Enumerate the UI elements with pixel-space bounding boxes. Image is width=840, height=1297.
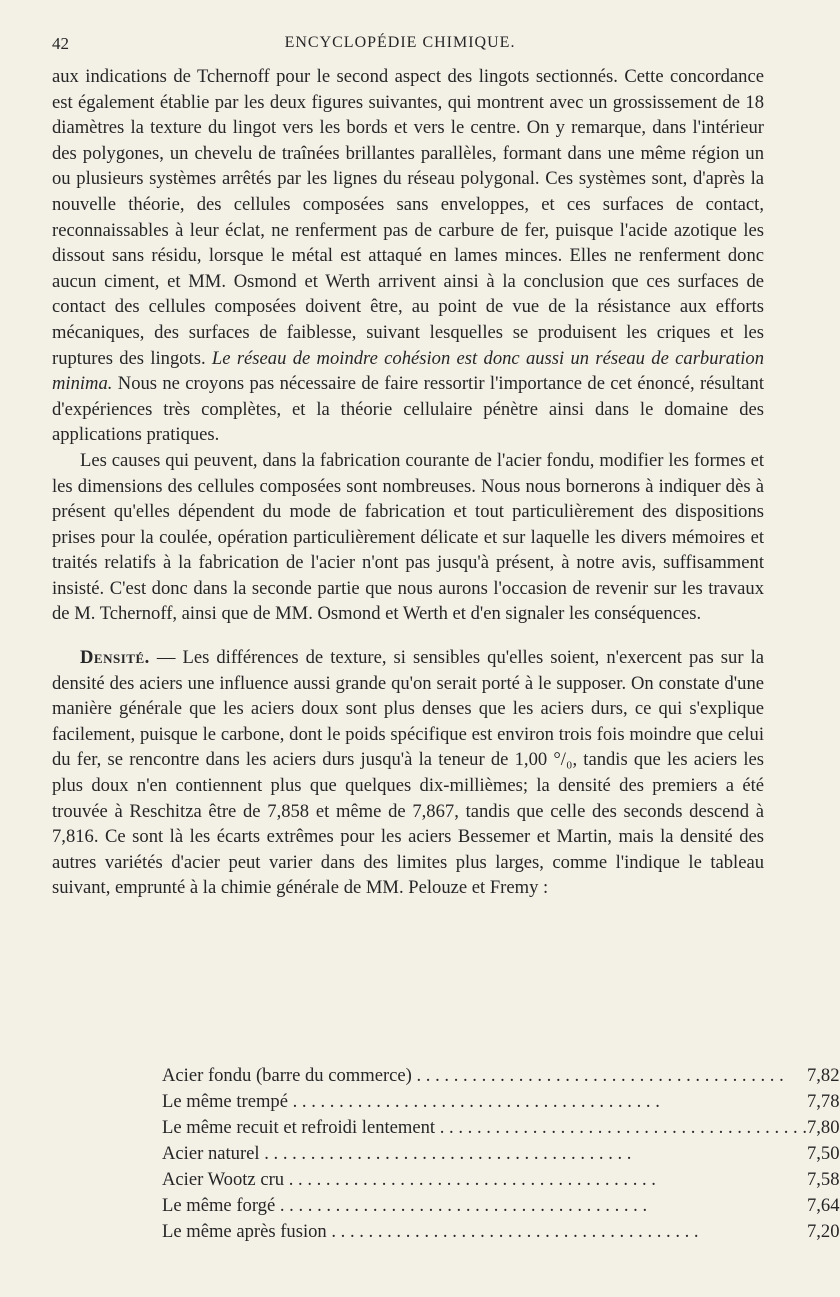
- row-value: 7,20: [806, 1221, 840, 1242]
- row-label: Acier naturel: [162, 1143, 260, 1164]
- page-number: 42: [52, 34, 69, 53]
- row-label: Acier fondu (barre du commerce): [162, 1065, 412, 1086]
- table-row: [162, 1193, 840, 1219]
- leader-dots: [288, 1091, 660, 1112]
- row-value: 7,78: [806, 1091, 840, 1112]
- table-row: [162, 1141, 840, 1167]
- leader-dots: [412, 1065, 784, 1086]
- row-value: 7,64: [806, 1195, 840, 1216]
- section-heading-densite: Densité.: [80, 647, 150, 669]
- running-title: ENCYCLOPÉDIE CHIMIQUE.: [284, 34, 516, 51]
- row-label: Acier Wootz cru: [162, 1169, 285, 1190]
- row-value: 7,82: [806, 1065, 840, 1086]
- density-table: [162, 1063, 840, 1245]
- leader-dots: [260, 1143, 632, 1164]
- paragraph-1-text: aux indications de Tchernoff pour le second aspect des lingots sectionnés. Cette concordance est également établie par les deux figures suivantes, qui montrent avec un grossissement de 18 diamètres la texture du lingot vers les bords et vers le centre. On y remarque, dans l'intérieur des polygones, un chevelu de traînées brillantes parallèles, formant dans une même région un ou plusieurs systèmes arrêtés par les lignes du réseau polygonal. Ces systèmes sont, d'après la nouvelle théorie, des cellules composées sans enveloppes, et ces surfaces de contact, reconnaissables à leur éclat, ne renferment pas de carbure de fer, puisque l'acide azotique les dissout sans résidu, lorsque le métal est attaqué en lames minces. Elles ne renferment donc aucun ciment, et MM. Osmond et Werth arrivent ainsi à la conclusion que ces surfaces de contact des cellules composées doivent être, au point de vue de la résistance aux efforts mécaniques, des surfaces de faiblesse, suivant lesquelles se produisent les criques et les ruptures des lingots.: [52, 66, 764, 369]
- table-row: [162, 1167, 840, 1193]
- row-label: Le même trempé: [162, 1091, 288, 1112]
- row-value: 7,58: [806, 1169, 840, 1190]
- paragraph-3: [52, 645, 764, 901]
- leader-dots: [435, 1117, 807, 1138]
- table-row: [162, 1115, 840, 1141]
- table-row: [162, 1063, 840, 1089]
- page-header: [52, 34, 748, 54]
- row-label: Le même recuit et refroidi lentement: [162, 1117, 436, 1138]
- table-row: [162, 1089, 840, 1115]
- row-label: Le même après fusion: [162, 1221, 327, 1242]
- paragraph-1-end: Nous ne croyons pas nécessaire de faire ressortir l'importance de cet énoncé, résultant d'expériences très complètes, et la théorie cellulaire pénètre ainsi dans le domaine des applications pratiques.: [52, 373, 764, 446]
- page-body: [52, 64, 764, 901]
- leader-dots: [327, 1221, 699, 1242]
- row-value: 7,50: [806, 1143, 840, 1164]
- paragraph-1-italic: Le réseau de moindre cohésion est donc aussi un réseau de carburation minima.: [52, 347, 764, 395]
- paragraph-1: [52, 64, 764, 448]
- section-gap: [52, 627, 764, 645]
- leader-dots: [284, 1169, 656, 1190]
- table-row: [162, 1219, 840, 1245]
- paragraph-3-text: — Les différences de texture, si sensibles qu'elles soient, n'exercent pas sur la densité des aciers une influence aussi grande qu'on serait porté à le supposer. On constate d'une manière générale que les aciers doux sont plus denses que les aciers durs, ce qui s'explique facilement, puisque le carbone, dont le poids spécifique est environ trois fois moindre que celui du fer, se rencontre dans les aciers durs jusqu'à la teneur de 1,00 °/₀, tandis que les aciers les plus doux n'en contiennent plus que quelques dix-millièmes; la densité des premiers a été trouvée à Reschitza être de 7,858 et même de 7,867, tandis que celle des seconds descend à 7,816. Ce sont là les écarts extrêmes pour les aciers Bessemer et Martin, mais la densité des autres variétés d'acier peut varier dans des limites plus larges, comme l'indique le tableau suivant, emprunté à la chimie générale de MM. Pelouze et Fremy :: [52, 647, 764, 899]
- paragraph-2: Les causes qui peuvent, dans la fabrication courante de l'acier fondu, modifier les formes et les dimensions des cellules composées sont nombreuses. Nous nous bornerons à indiquer dès à présent qu'elles dépendent du mode de fabrication et tout particulièrement des dispositions prises pour la coulée, opération particulièrement délicate et sur laquelle les divers mémoires et traités relatifs à la fabrication de l'acier n'ont pas jusqu'à présent, à notre avis, suffisamment insisté. C'est donc dans la seconde partie que nous aurons l'occasion de revenir sur les travaux de M. Tchernoff, ainsi que de MM. Osmond et Werth et d'en signaler les conséquences.: [52, 449, 764, 625]
- row-label: Le même forgé: [162, 1195, 276, 1216]
- row-value: 7,80: [806, 1117, 840, 1138]
- leader-dots: [275, 1195, 647, 1216]
